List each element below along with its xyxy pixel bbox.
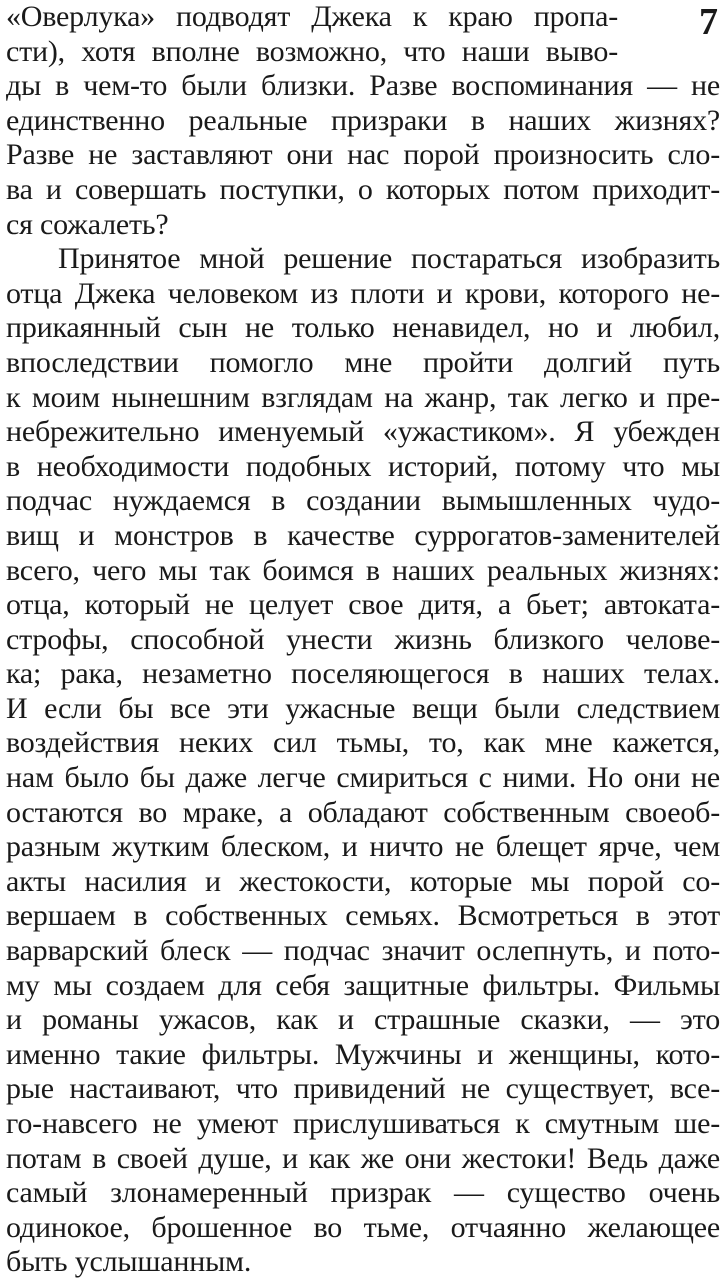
text-line: самый злонамеренный призрак — существо очень [6, 1176, 720, 1210]
text-line: акты насилия и жестокости, которые мы порой со- [6, 864, 720, 898]
text-line: впоследствии помогло мне пройти долгий путь [6, 345, 720, 379]
text-line: и романы ужасов, как и страшные сказки, — это [6, 1003, 720, 1037]
text-line: небрежительно именуемый «ужастиком». Я убежден [6, 415, 720, 449]
text-line: отца Джека человеком из плоти и крови, которого не- [6, 276, 720, 310]
text-line: вищ и монстров в качестве суррогатов-заменителей [6, 518, 720, 552]
text-line: единственно реальные призраки в наших жизнях? [6, 103, 720, 137]
text-line: «Оверлука» подводят Джека к краю пропа- [6, 0, 618, 33]
text-line: ва и совершать поступки, о которых потом приходит- [6, 172, 720, 206]
text-line: Разве не заставляют они нас порой произносить сло- [6, 138, 720, 172]
text-line: ся сожалеть? [6, 207, 169, 241]
text-line: воздействия неких сил тьмы, то, как мне кажется, [6, 726, 720, 760]
text-line: ды в чем-то были близки. Разве воспоминания — не [6, 69, 720, 103]
text-line: одинокое, брошенное во тьме, отчаянно желающее [6, 1210, 720, 1244]
text-line: быть услышанным. [6, 1245, 252, 1279]
text-line: потам в своей душе, и как же они жестоки! Ведь даже [6, 1141, 720, 1175]
text-line: му мы создаем для себя защитные фильтры. Фильмы [6, 968, 720, 1002]
text-line: нам было бы даже легче смириться с ними. Но они не [6, 761, 720, 795]
text-line: разным жутким блеском, и ничто не блещет ярче, чем [6, 830, 720, 864]
body-text [6, 0, 720, 1280]
text-line: го-навсего не умеют прислушиваться к смутным ше- [6, 1107, 720, 1140]
text-line: отца, который не целует свое дитя, а бьет; автоката- [6, 588, 720, 622]
text-line: остаются во мраке, а обладают собственным своеоб- [6, 795, 720, 829]
text-line: вершаем в собственных семьях. Всмотреться в этот [6, 899, 720, 933]
text-line: всего, чего мы так боимся в наших реальных жизнях: [6, 553, 720, 587]
text-line: подчас нуждаемся в создании вымышленных чудо- [6, 484, 720, 518]
text-line: И если бы все эти ужасные вещи были следствием [6, 691, 720, 725]
text-line: рые настаивают, что привидений не существует, все- [6, 1072, 720, 1106]
text-line: именно такие фильтры. Мужчины и женщины, кото- [6, 1037, 720, 1071]
text-line: строфы, способной унести жизнь близкого челове- [6, 622, 720, 656]
text-line: сти), хотя вполне возможно, что наши выво- [6, 34, 618, 68]
text-line: к моим нынешним взглядам на жанр, так легко и пре- [6, 380, 720, 414]
text-line: ка; рака, незаметно поселяющегося в наших телах. [6, 657, 720, 691]
text-line: Принятое мной решение постараться изобразить [58, 242, 720, 276]
text-line: в необходимости подобных историй, потому что мы [6, 449, 720, 483]
page-number: 7 [699, 1, 718, 43]
text-line: прикаянный сын не только ненавидел, но и любил, [6, 311, 720, 345]
text-line: варварский блеск — подчас значит ослепнуть, и пото- [6, 934, 720, 968]
